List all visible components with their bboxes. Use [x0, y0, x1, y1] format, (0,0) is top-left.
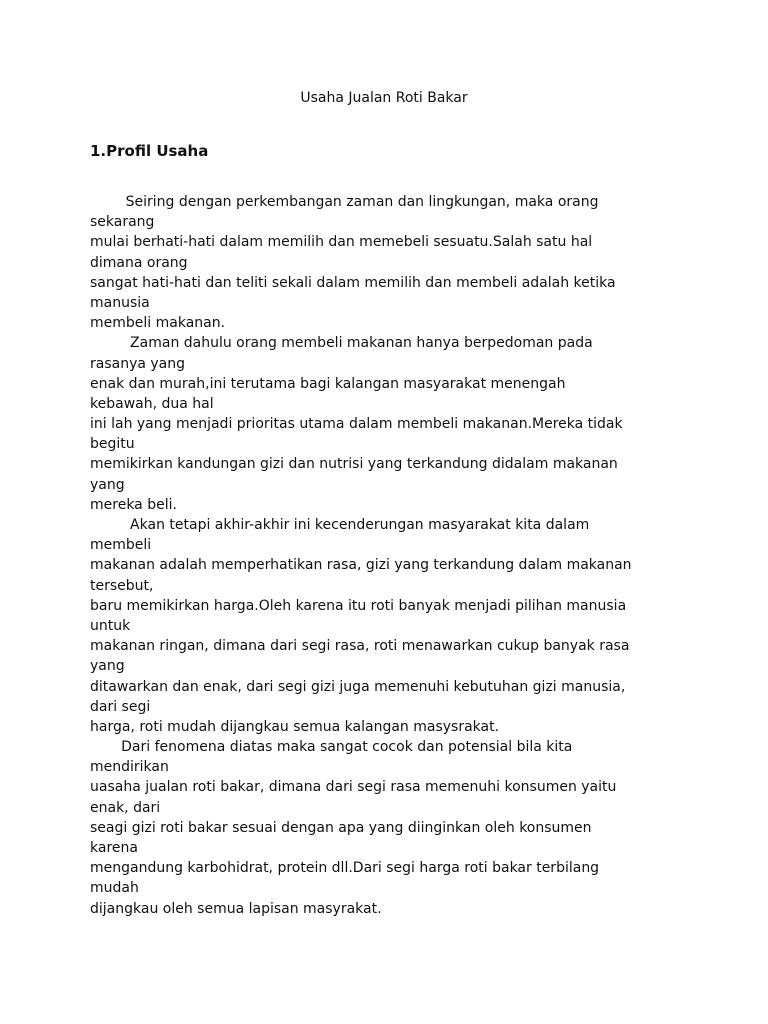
text-line: Seiring dengan perkembangan zaman dan lingkungan, maka orang — [90, 194, 599, 210]
text-line: Dari fenomena diatas maka sangat cocok dan potensial bila kita — [90, 739, 573, 756]
text-line: Zaman dahulu orang membeli makanan hanya berpedoman pada — [90, 335, 593, 352]
text-line: mendirikan — [90, 759, 169, 776]
text-line: mengandung karbohidrat, protein dll.Dari segi harga roti bakar terbilang — [90, 860, 600, 877]
text-line: begitu — [90, 436, 135, 453]
section-heading: 1.Profil Usaha — [90, 142, 209, 160]
text-line: harga, roti mudah dijangkau semua kalangan masysrakat. — [90, 718, 500, 735]
text-line: membeli — [90, 537, 152, 554]
text-line: enak, dari — [90, 799, 161, 816]
body-text — [90, 192, 750, 919]
text-line: dimana orang — [90, 254, 188, 271]
text-line: mulai berhati-hati dalam memilih dan memebeli sesuatu.Salah satu hal — [90, 234, 593, 251]
text-line: memikirkan kandungan gizi dan nutrisi yang terkandung didalam makanan — [90, 456, 618, 473]
text-line: makanan ringan, dimana dari segi rasa, roti menawarkan cukup banyak rasa — [90, 638, 630, 655]
text-line: karena — [90, 840, 138, 856]
text-line: baru memikirkan harga.Oleh karena itu roti banyak menjadi pilihan manusia — [90, 597, 627, 614]
text-line: uasaha jualan roti bakar, dimana dari segi rasa memenuhi konsumen yaitu — [90, 779, 617, 796]
text-line: membeli makanan. — [90, 315, 226, 332]
text-line: Akan tetapi akhir-akhir ini kecenderungan masyarakat kita dalam — [90, 517, 590, 533]
text-line: tersebut, — [90, 577, 154, 594]
text-line: untuk — [90, 617, 131, 634]
text-line: dari segi — [90, 698, 151, 715]
text-line: makanan adalah memperhatikan rasa, gizi yang terkandung dalam makanan — [90, 557, 632, 574]
text-line: mudah — [90, 880, 139, 897]
text-line: kebawah, dua hal — [90, 395, 214, 412]
text-line: yang — [90, 476, 125, 493]
text-line: ditawarkan dan enak, dari segi gizi juga memenuhi kebutuhan gizi manusia, — [90, 678, 626, 695]
text-line: ini lah yang menjadi prioritas utama dalam membeli makanan.Mereka tidak — [90, 416, 623, 433]
text-line: seagi gizi roti bakar sesuai dengan apa yang diinginkan oleh konsumen — [90, 819, 592, 836]
text-line: rasanya yang — [90, 355, 186, 372]
text-line: manusia — [90, 294, 150, 311]
document-title: Usaha Jualan Roti Bakar — [300, 90, 468, 106]
text-line: yang — [90, 658, 125, 675]
text-line: sangat hati-hati dan teliti sekali dalam memilih dan membeli adalah ketika — [90, 274, 616, 291]
text-line: enak dan murah,ini terutama bagi kalangan masyarakat menengah — [90, 375, 566, 392]
text-line: mereka beli. — [90, 496, 177, 513]
text-line: dijangkau oleh semua lapisan masyrakat. — [90, 900, 382, 917]
text-line: sekarang — [90, 214, 155, 231]
